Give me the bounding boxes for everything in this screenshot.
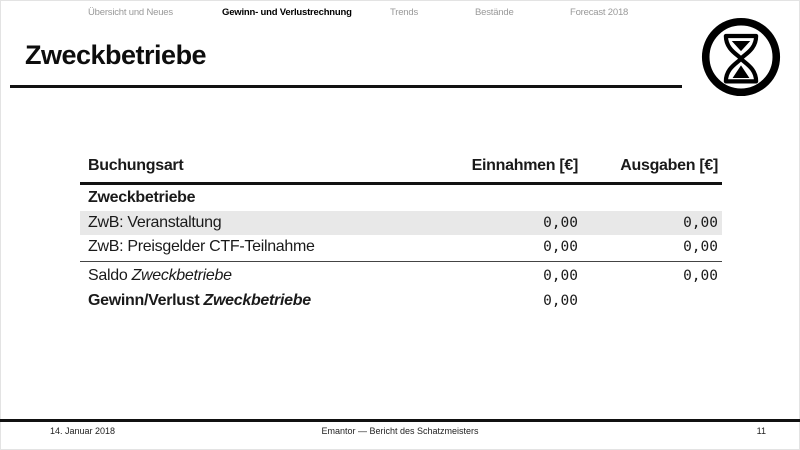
section-header-label: Zweckbetriebe bbox=[88, 188, 196, 206]
gewinn-verlust-einnahmen-value: 0,00 bbox=[543, 293, 578, 309]
footer-divider bbox=[0, 419, 800, 422]
nav-item-bestaende[interactable]: Bestände bbox=[475, 7, 514, 18]
row-ausgaben-value: 0,00 bbox=[683, 238, 718, 255]
saldo-einnahmen-value: 0,00 bbox=[543, 268, 578, 284]
row-einnahmen-value: 0,00 bbox=[543, 238, 578, 255]
saldo-label-name: Zweckbetriebe bbox=[131, 267, 232, 284]
gewinn-verlust-label-name: Zweckbetriebe bbox=[203, 292, 311, 309]
row-ausgaben-value: 0,00 bbox=[683, 214, 718, 231]
nav-item-forecast-2018[interactable]: Forecast 2018 bbox=[570, 7, 629, 18]
table-section-row bbox=[80, 185, 722, 211]
nav-item-trends[interactable]: Trends bbox=[390, 7, 419, 18]
footer-date: 14. Januar 2018 bbox=[50, 426, 116, 436]
table-row bbox=[80, 235, 722, 259]
table-row bbox=[80, 211, 722, 235]
row-label: ZwB: Preisgelder CTF-Teilnahme bbox=[88, 237, 315, 255]
page-title: Zweckbetriebe bbox=[25, 40, 207, 70]
table-gewinn-verlust-row bbox=[80, 289, 722, 314]
saldo-ausgaben-value: 0,00 bbox=[683, 268, 718, 284]
table-saldo-row bbox=[80, 264, 722, 289]
gewinn-verlust-label-prefix: Gewinn/Verlust bbox=[88, 292, 204, 309]
nav-item-gewinn-und-verlustrechnung[interactable]: Gewinn- und Verlustrechnung bbox=[222, 7, 352, 18]
column-header-buchungsart: Buchungsart bbox=[88, 157, 184, 174]
table-header bbox=[80, 150, 722, 182]
table-summary-rule bbox=[80, 261, 722, 262]
saldo-label-prefix: Saldo bbox=[88, 267, 132, 284]
hourglass-logo-icon bbox=[699, 15, 783, 99]
nav-item-uebersicht-und-neues[interactable]: Übersicht und Neues bbox=[88, 7, 173, 18]
footer-page-number: 11 bbox=[756, 426, 766, 436]
bookings-table bbox=[80, 150, 722, 314]
row-einnahmen-value: 0,00 bbox=[543, 214, 578, 231]
footer-document-title: Emantor — Bericht des Schatzmeisters bbox=[321, 426, 479, 436]
column-header-einnahmen: Einnahmen [€] bbox=[471, 157, 578, 174]
row-label: ZwB: Veranstaltung bbox=[88, 213, 222, 231]
title-divider bbox=[10, 85, 682, 88]
column-header-ausgaben: Ausgaben [€] bbox=[620, 157, 718, 174]
